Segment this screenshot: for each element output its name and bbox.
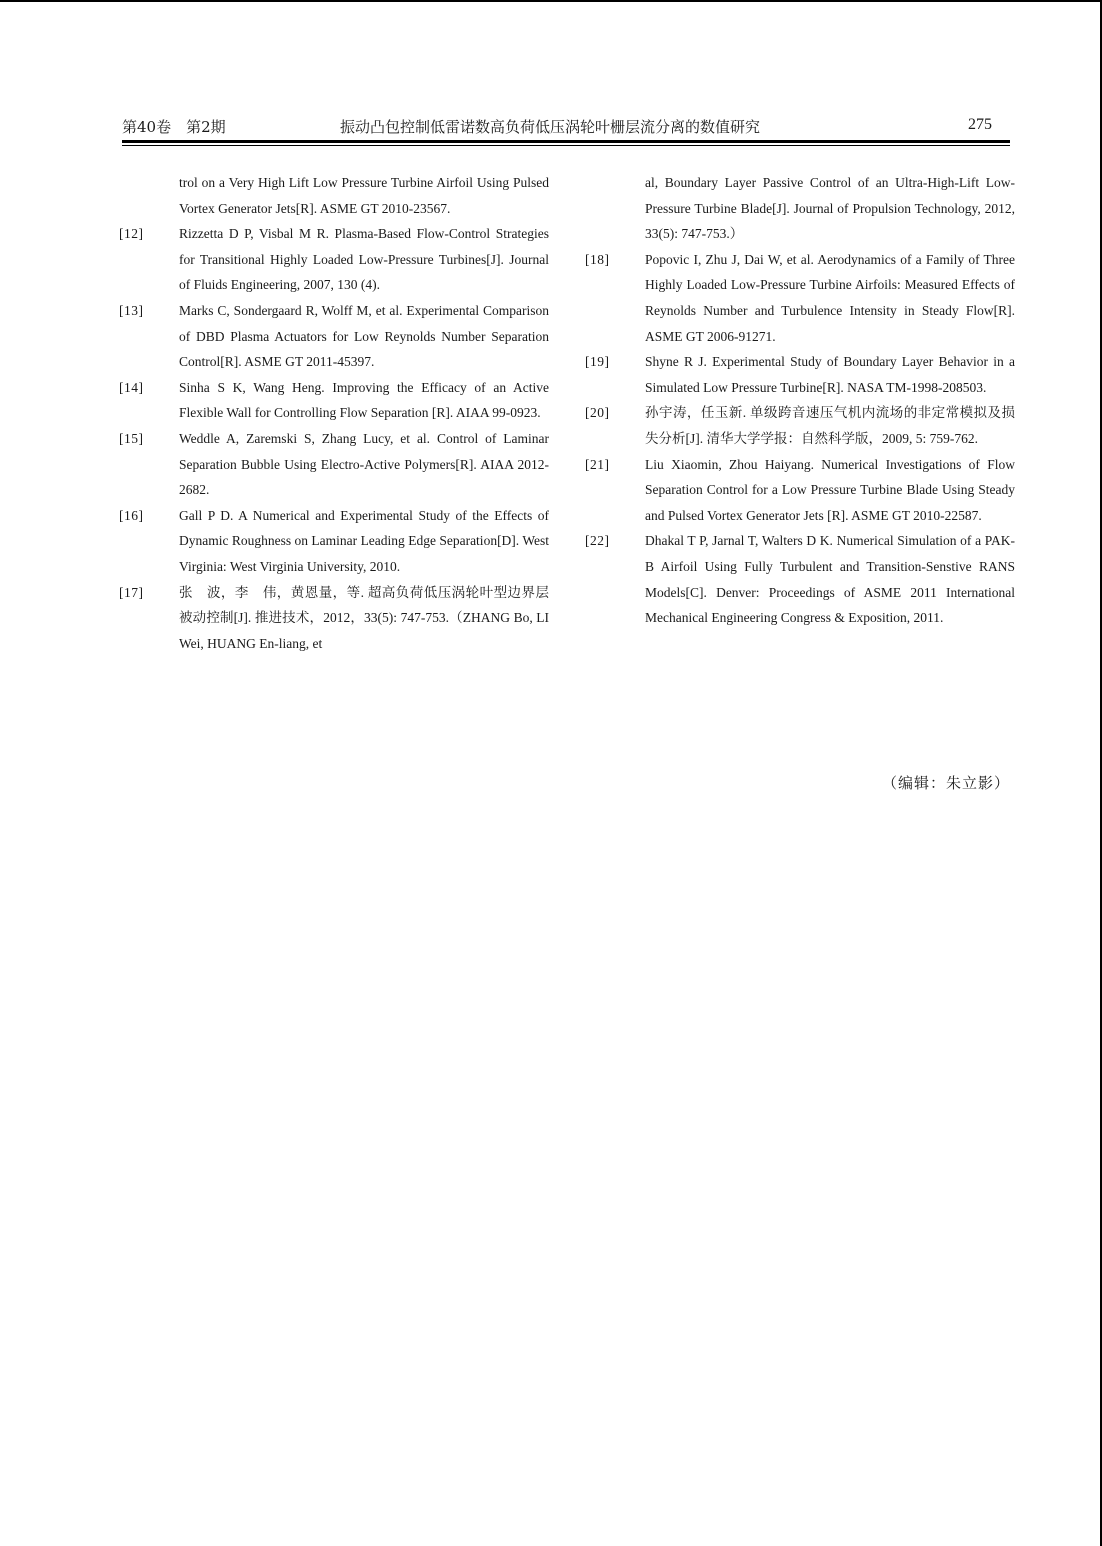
reference-item bbox=[585, 349, 1015, 400]
reference-number: [17] bbox=[119, 584, 144, 600]
running-header bbox=[122, 116, 1010, 140]
reference-item bbox=[119, 221, 549, 298]
reference-text: trol on a Very High Lift Low Pressure Turbine Airfoil Using Pulsed Vortex Generator Jets[R]. ASME GT 2010-23567. bbox=[179, 175, 549, 216]
reference-text: Popovic I, Zhu J, Dai W, et al. Aerodynamics of a Family of Three Highly Loaded Low-Pressure Turbine Airfoils: Measured Effects of Reynolds Number and Turbulence Intensity in Steady Flow[R]. ASME GT 2006-91271. bbox=[645, 251, 1015, 344]
header-rule-thick bbox=[122, 140, 1010, 143]
reference-text: 张 波，李 伟，黄恩量，等. 超高负荷低压涡轮叶型边界层被动控制[J]. 推进技术，2012，33(5): 747-753.（ZHANG Bo, LI Wei, HUANG En-liang, et bbox=[179, 584, 549, 651]
reference-item bbox=[119, 298, 549, 375]
reference-item bbox=[119, 580, 549, 657]
left-column bbox=[119, 170, 549, 656]
volume-issue: 第40卷 第2期 bbox=[122, 118, 226, 136]
reference-text: Weddle A, Zaremski S, Zhang Lucy, et al. Control of Laminar Separation Bubble Using Electro-Active Polymers[R]. AIAA 2012-2682. bbox=[179, 430, 549, 498]
editor-note: （编辑：朱立影） bbox=[881, 774, 1010, 792]
reference-item bbox=[119, 503, 549, 580]
reference-number: [20] bbox=[585, 405, 610, 421]
reference-item bbox=[585, 528, 1015, 630]
reference-text: Liu Xiaomin, Zhou Haiyang. Numerical Investigations of Flow Separation Control for a Low Pressure Turbine Blade Using Steady and Pulsed Vortex Generator Jets [R]. ASME GT 2010-22587. bbox=[645, 456, 1015, 523]
reference-text: Sinha S K, Wang Heng. Improving the Efficacy of an Active Flexible Wall for Controlling Flow Separation [R]. AIAA 99-0923. bbox=[179, 379, 549, 421]
reference-continuation bbox=[119, 170, 549, 221]
reference-item bbox=[585, 247, 1015, 349]
reference-number: [14] bbox=[119, 379, 144, 395]
reference-number: [18] bbox=[585, 251, 610, 267]
right-column bbox=[585, 170, 1015, 631]
reference-number: [12] bbox=[119, 226, 144, 242]
reference-number: [21] bbox=[585, 456, 610, 472]
reference-number: [15] bbox=[119, 430, 144, 446]
reference-item bbox=[119, 375, 549, 426]
reference-number: [16] bbox=[119, 507, 144, 523]
reference-text: al, Boundary Layer Passive Control of an Ultra-High-Lift Low-Pressure Turbine Blade[J]. Journal of Propulsion Technology, 2012, 33(5): 747-753.） bbox=[645, 175, 1015, 242]
reference-text: 孙宇涛，任玉新. 单级跨音速压气机内流场的非定常模拟及损失分析[J]. 清华大学学报：自然科学版，2009, 5: 759-762. bbox=[645, 405, 1015, 446]
page-top-border bbox=[0, 0, 1102, 2]
reference-text: Marks C, Sondergaard R, Wolff M, et al. Experimental Comparison of DBD Plasma Actuators for Low Reynolds Number Separation Control[R]. ASME GT 2011-45397. bbox=[179, 302, 549, 370]
reference-number: [13] bbox=[119, 302, 144, 318]
reference-item bbox=[119, 426, 549, 503]
header-rule-thin bbox=[122, 145, 1010, 146]
reference-continuation bbox=[585, 170, 1015, 247]
reference-text: Rizzetta D P, Visbal M R. Plasma-Based Flow-Control Strategies for Transitional Highly Loaded Low-Pressure Turbines[J]. Journal of Fluids Engineering, 2007, 130 (4). bbox=[179, 226, 549, 293]
reference-text: Gall P D. A Numerical and Experimental Study of the Effects of Dynamic Roughness on Laminar Leading Edge Separation[D]. West Virginia: West Virginia University, 2010. bbox=[179, 507, 549, 574]
reference-item bbox=[585, 400, 1015, 451]
running-title: 振动凸包控制低雷诺数高负荷低压涡轮叶栅层流分离的数值研究 bbox=[340, 118, 761, 136]
reference-text: Dhakal T P, Jarnal T, Walters D K. Numerical Simulation of a PAK-B Airfoil Using Fully Turbulent and Transition-Senstive RANS Models[C]. Denver: Proceedings of ASME 2011 International Mechanical Engineering Congress & Exposition, 2011. bbox=[645, 533, 1015, 626]
reference-number: [22] bbox=[585, 533, 610, 549]
reference-item bbox=[585, 452, 1015, 529]
reference-number: [19] bbox=[585, 354, 610, 370]
reference-text: Shyne R J. Experimental Study of Boundary Layer Behavior in a Simulated Low Pressure Turbine[R]. NASA TM-1998-208503. bbox=[645, 354, 1015, 395]
page-number: 275 bbox=[968, 116, 992, 133]
